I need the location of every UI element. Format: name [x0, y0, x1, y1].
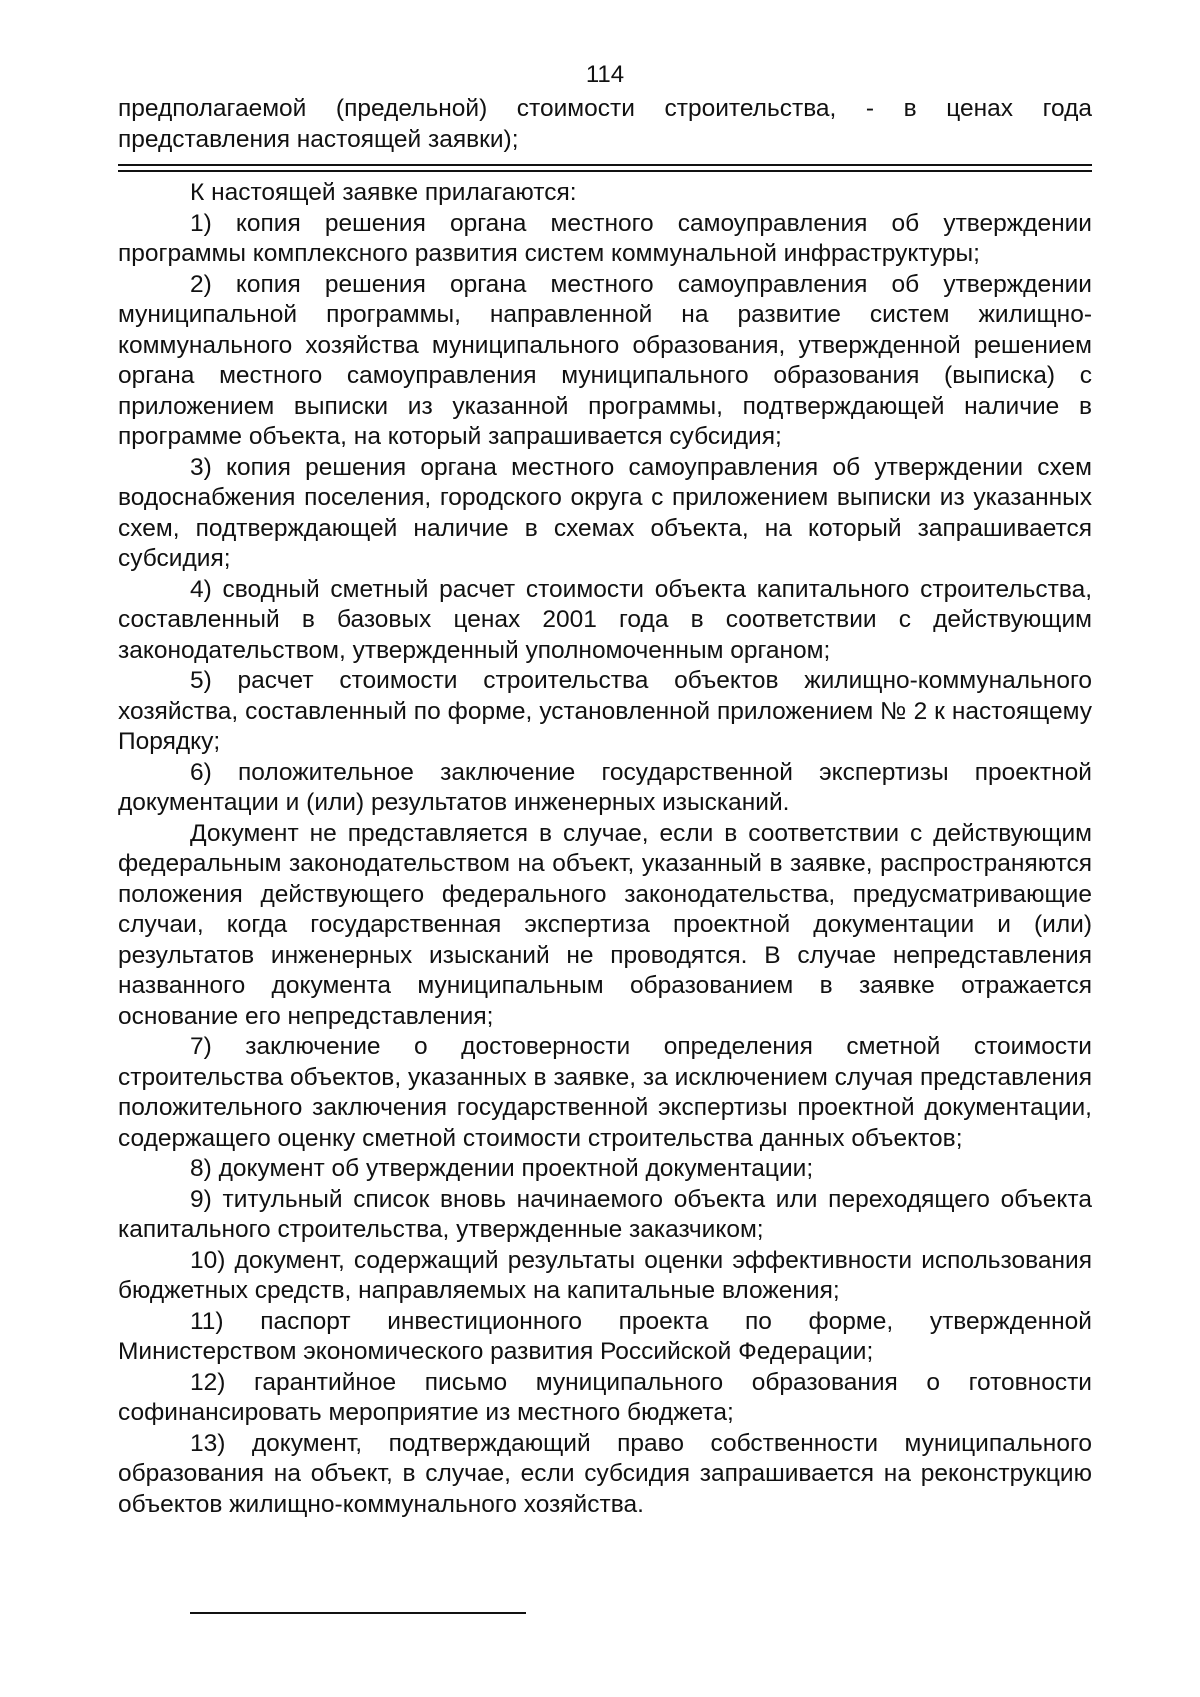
list-item: 8) документ об утверждении проектной документации; [190, 1155, 814, 1182]
footnote-separator-rule [190, 1612, 526, 1614]
list-item: 3) копия решения органа местного самоуправления об утверждении схем водоснабжения поселения, городского округа с приложением выписки из указанных схем, подтверждающей наличие в схемах объекта, на который запрашивается субсидия; [118, 453, 1092, 572]
page-number: 114 [585, 61, 625, 88]
list-item: 10) документ, содержащий результаты оценки эффективности использования бюджетных средств, направляемых на капитальные вложения; [118, 1246, 1092, 1304]
double-horizontal-rule [118, 164, 1092, 172]
list-item: 7) заключение о достоверности определения сметной стоимости строительства объектов, указанных в заявке, за исключением случая представления положительного заключения государственной экспертизы проектной документации, содержащего оценку сметной стоимости строительства данных объектов; [118, 1033, 1092, 1152]
list-item: 9) титульный список вновь начинаемого объекта или переходящего объекта капитального строительства, утвержденные заказчиком; [118, 1185, 1092, 1243]
list-item: 4) сводный сметный расчет стоимости объекта капитального строительства, составленный в базовых ценах 2001 года в соответствии с действующим законодательством, утвержденный уполномоченным органом; [118, 575, 1092, 664]
list-item: 2) копия решения органа местного самоуправления об утверждении муниципальной программы, направленной на развитие систем жилищно-коммунального хозяйства муниципального образования, утвержденной решением органа местного самоуправления муниципального образования (выписка) с приложением выписки из указанной программы, подтверждающей наличие в программе объекта, на который запрашивается субсидия; [118, 270, 1092, 450]
list-item: 13) документ, подтверждающий право собственности муниципального образования на объект, в случае, если субсидия запрашивается на реконструкцию объектов жилищно-коммунального хозяйства. [118, 1429, 1092, 1518]
list-item-note: Документ не представляется в случае, если в соответствии с действующим федеральным законодательством на объект, указанный в заявке, распространяются положения действующего федерального законодательства, предусматривающие случаи, когда государственная экспертиза проектной документации и (или) результатов инженерных изысканий не проводятся. В случае непредставления названного документа муниципальным образованием в заявке отражается основание его непредставления; [118, 819, 1092, 1030]
intro-paragraph: предполагаемой (предельной) стоимости строительства, - в ценах года представления настоящей заявки); [118, 95, 1092, 153]
document-page [118, 60, 1092, 1520]
list-item: 1) копия решения органа местного самоуправления об утверждении программы комплексного развития систем коммунальной инфраструктуры; [118, 209, 1092, 267]
list-item: 12) гарантийное письмо муниципального образования о готовности софинансировать мероприятие из местного бюджета; [118, 1368, 1092, 1426]
list-item: 6) положительное заключение государственной экспертизы проектной документации и (или) результатов инженерных изысканий. [118, 758, 1092, 816]
attachments-heading: К настоящей заявке прилагаются: [190, 179, 577, 206]
list-item: 11) паспорт инвестиционного проекта по форме, утвержденной Министерством экономического развития Российской Федерации; [118, 1307, 1092, 1365]
document-body [118, 94, 1092, 1520]
list-item: 5) расчет стоимости строительства объектов жилищно-коммунального хозяйства, составленный по форме, установленной приложением № 2 к настоящему Порядку; [118, 667, 1092, 755]
